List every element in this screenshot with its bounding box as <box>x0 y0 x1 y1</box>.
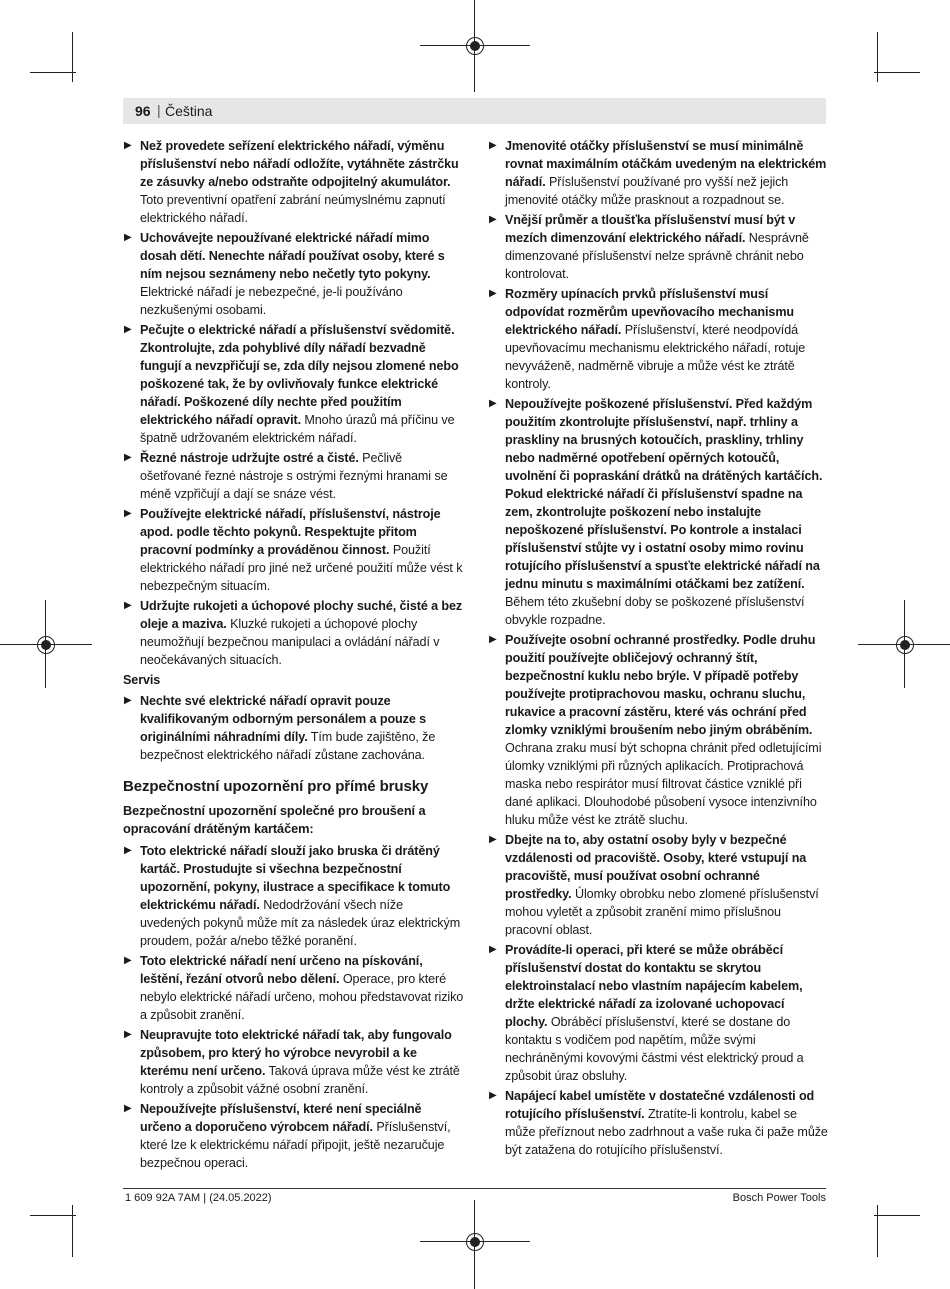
crop-mark <box>72 1205 73 1257</box>
instruction-text: Ochrana zraku musí být schopna chránit před odletujícími úlomky vzniklými při různých aplikacích. Protiprachová maska nebo respirátor musí filtrovat částice vzniklé při dané aplikaci. Dlouhodobé působení vysoce intenzivního hluku může vést ke ztrátě sluchu. <box>505 741 822 827</box>
bullet-arrow-icon: ▶ <box>124 600 132 611</box>
section-title: Bezpečnostní upozornění pro přímé brusky <box>123 778 429 795</box>
instruction-text: Příslušenství používané pro vyšší než jejich jmenovité otáčky může prasknout a rozpadnout se. <box>505 175 789 207</box>
instruction-text: Příslušenství, které lze k elektrickému nářadí připojit, ještě nezaručuje bezpečnou operaci. <box>140 1120 451 1170</box>
footer-divider <box>123 1188 826 1189</box>
registration-mark-icon <box>466 1233 484 1251</box>
registration-mark-icon <box>37 636 55 654</box>
crop-mark <box>874 72 920 73</box>
crop-mark <box>877 1205 878 1257</box>
language-label: Čeština <box>165 103 213 119</box>
crop-mark <box>877 32 878 82</box>
right-column <box>488 137 828 1161</box>
bullet-arrow-icon: ▶ <box>124 452 132 463</box>
list-item <box>123 842 465 950</box>
instruction-list <box>123 842 465 1172</box>
left-column <box>123 137 465 1174</box>
instruction-bold: Nepoužívejte poškozené příslušenství. Před každým použitím zkontrolujte příslušenství, např. trhliny a praskliny na brusných kotoučích, praskliny, trhliny nebo nadměrné opotřebení opěrných kotoučů, uvolnění či popraskání drátků na drátěných kartáčích. Pokud elektrické nářadí či příslušenství spadne na zem, zkontrolujte poškození nebo instalujte nepoškozené příslušenství. Po kontrole a instalaci příslušenství stůjte vy i ostatní osoby mimo rovinu rotujícího příslušenství a spusťte elektrické nářadí na jednu minutu s maximálními otáčkami bez zatížení. <box>505 397 823 591</box>
instruction-bold: Řezné nástroje udržujte ostré a čisté. <box>140 451 359 465</box>
instruction-bold: Používejte osobní ochranné prostředky. Podle druhu použití používejte obličejový ochranný štít, bezpečnostní kuklu nebo brýle. V případě potřeby používejte protiprachovou masku, ochranu sluchu, rukavice a pracovní zástěru, které vás ochrání před zlomky vzniklými broušením nebo jiným obráběním. <box>505 633 816 737</box>
registration-mark-icon <box>896 636 914 654</box>
subsection-title: Bezpečnostní upozornění společné pro broušení a opracování drátěným kartáčem: <box>123 803 426 836</box>
bullet-arrow-icon: ▶ <box>124 232 132 243</box>
list-item <box>488 631 828 829</box>
instruction-text: Nedodržování všech níže uvedených pokynů může mít za následek úraz elektrickým proudem, požár a/nebo těžké poranění. <box>140 898 461 948</box>
bullet-arrow-icon: ▶ <box>124 324 132 335</box>
instruction-text: Elektrické nářadí je nebezpečné, je-li používáno nezkušenými osobami. <box>140 285 403 317</box>
list-item <box>488 285 828 393</box>
instruction-text: Tím bude zajištěno, že bezpečnost elektrického nářadí zůstane zachována. <box>140 730 436 762</box>
list-item <box>488 211 828 283</box>
bullet-arrow-icon: ▶ <box>124 140 132 151</box>
instruction-list <box>488 137 828 1159</box>
instruction-bold: Toto elektrické nářadí slouží jako bruska či drátěný kartáč. Prostudujte si všechna bezpečnostní upozornění, pokyny, ilustrace a specifikace k tomuto elektrickému nářadí. <box>140 844 451 912</box>
instruction-bold: Neupravujte toto elektrické nářadí tak, aby fungovalo způsobem, pro který ho výrobce nevyrobil a ke kterému není určeno. <box>140 1028 452 1078</box>
list-item <box>123 505 465 595</box>
brand-footer: Bosch Power Tools <box>732 1192 826 1204</box>
instruction-text: Úlomky obrobku nebo zlomené příslušenství mohou vyletět a způsobit zranění mimo příslušnou pracovní oblast. <box>505 887 819 937</box>
instruction-text: Použití elektrického nářadí pro jiné než určené použití může vést k nebezpečným situacím. <box>140 543 463 593</box>
list-item <box>123 321 465 447</box>
instruction-bold: Nepoužívejte příslušenství, které není speciálně určeno a doporučeno výrobcem nářadí. <box>140 1102 422 1134</box>
instruction-list <box>123 692 465 764</box>
crop-mark <box>874 1215 920 1216</box>
list-item <box>123 952 465 1024</box>
bullet-arrow-icon: ▶ <box>124 508 132 519</box>
instruction-bold: Udržujte rukojeti a úchopové plochy suché, čisté a bez oleje a maziva. <box>140 599 463 631</box>
list-item <box>488 395 828 629</box>
instruction-text: Nesprávně dimenzované příslušenství nelze správně chránit nebo kontrolovat. <box>505 231 809 281</box>
bullet-arrow-icon: ▶ <box>489 288 497 299</box>
instruction-bold: Napájecí kabel umístěte v dostatečné vzdálenosti od rotujícího příslušenství. <box>505 1089 815 1121</box>
bullet-arrow-icon: ▶ <box>124 695 132 706</box>
list-item <box>123 597 465 669</box>
servis-heading: Servis <box>123 673 161 687</box>
page-number: 96 <box>135 103 151 119</box>
instruction-text: Taková úprava může vést ke ztrátě kontroly a způsobit vážné osobní zranění. <box>140 1064 460 1096</box>
instruction-bold: Jmenovité otáčky příslušenství se musí minimálně rovnat maximálním otáčkám uvedeným na elektrickém nářadí. <box>505 139 827 189</box>
bullet-arrow-icon: ▶ <box>489 140 497 151</box>
instruction-bold: Dbejte na to, aby ostatní osoby byly v bezpečné vzdálenosti od pracoviště. Osoby, které vstupují na pracoviště, musí používat osobní ochranné prostředky. <box>505 833 807 901</box>
list-item <box>488 941 828 1085</box>
registration-mark-icon <box>466 37 484 55</box>
bullet-arrow-icon: ▶ <box>124 1029 132 1040</box>
page-header <box>123 98 826 124</box>
list-item <box>123 229 465 319</box>
list-item <box>123 1026 465 1098</box>
bullet-arrow-icon: ▶ <box>489 634 497 645</box>
instruction-text: Kluzké rukojeti a úchopové plochy neumožňují bezpečnou manipulaci a ovládání nářadí v neočekávaných situacích. <box>140 617 440 667</box>
bullet-arrow-icon: ▶ <box>489 1090 497 1101</box>
instruction-text: Operace, pro které nebylo elektrické nářadí určeno, mohou představovat riziko a způsobit zranění. <box>140 972 464 1022</box>
instruction-bold: Nechte své elektrické nářadí opravit pouze kvalifikovaným odborným personálem a pouze s originálními náhradními díly. <box>140 694 427 744</box>
list-item <box>488 137 828 209</box>
instruction-list <box>123 137 465 669</box>
list-item <box>123 137 465 227</box>
instruction-bold: Vnější průměr a tloušťka příslušenství musí být v mezích dimenzování elektrického nářadí. <box>505 213 796 245</box>
list-item <box>123 1100 465 1172</box>
list-item <box>488 1087 828 1159</box>
crop-mark <box>30 1215 76 1216</box>
instruction-text: Obráběcí příslušenství, které se dostane do kontaktu s vodičem pod napětím, může svými nechráněnými kovovými částmi vést elektrický proud a způsobit úraz obsluhy. <box>505 1015 804 1083</box>
instruction-bold: Toto elektrické nářadí není určeno na pískování, leštění, řezání otvorů nebo dělení. <box>140 954 423 986</box>
list-item <box>488 831 828 939</box>
bullet-arrow-icon: ▶ <box>489 214 497 225</box>
list-item <box>123 449 465 503</box>
instruction-text: Během této zkušební doby se poškozené příslušenství obvykle rozpadne. <box>505 595 805 627</box>
instruction-text: Ztratíte-li kontrolu, kabel se může přeříznout nebo zadrhnout a vaše ruka či paže může být zatažena do rotujícího příslušenství. <box>505 1107 828 1157</box>
bullet-arrow-icon: ▶ <box>124 845 132 856</box>
instruction-text: Příslušenství, které neodpovídá upevňovacímu mechanismu elektrického nářadí, rotuje nevyváženě, nadměrně vibruje a může vést ke ztrátě kontroly. <box>505 323 806 391</box>
instruction-bold: Než provedete seřízení elektrického nářadí, výměnu příslušenství nebo nářadí odložíte, vytáhněte zástrčku ze zásuvky a/nebo odstraňte odpojitelný akumulátor. <box>140 139 459 189</box>
bullet-arrow-icon: ▶ <box>489 398 497 409</box>
bullet-arrow-icon: ▶ <box>124 1103 132 1114</box>
instruction-text: Mnoho úrazů má příčinu ve špatně udržovaném elektrickém nářadí. <box>140 413 455 445</box>
document-code: 1 609 92A 7AM | (24.05.2022) <box>125 1192 272 1204</box>
bullet-arrow-icon: ▶ <box>489 944 497 955</box>
instruction-bold: Uchovávejte nepoužívané elektrické nářadí mimo dosah dětí. Nenechte nářadí používat osoby, které s ním nejsou seznámeny nebo nečetly tyto pokyny. <box>140 231 445 281</box>
instruction-text: Toto preventivní opatření zabrání neúmyslnému zapnutí elektrického nářadí. <box>140 193 446 225</box>
bullet-arrow-icon: ▶ <box>124 955 132 966</box>
bullet-arrow-icon: ▶ <box>489 834 497 845</box>
instruction-bold: Pečujte o elektrické nářadí a příslušenství svědomitě. Zkontrolujte, zda pohyblivé díly nářadí bezvadně fungují a nevzpřičují se, zda díly nejsou zlomené nebo poškozené tak, že by ovlivňovaly funkce elektrické nářadí. Poškozené díly nechte před použitím elektrického nářadí opravit. <box>140 323 459 427</box>
instruction-text: Pečlivě ošetřované řezné nástroje s ostrými řeznými hranami se méně vzpřičují a dají se snáze vést. <box>140 451 448 501</box>
header-separator: | <box>157 102 161 118</box>
list-item <box>123 692 465 764</box>
instruction-bold: Používejte elektrické nářadí, příslušenství, nástroje apod. podle těchto pokynů. Respektujte přitom pracovní podmínky a prováděnou činnost. <box>140 507 441 557</box>
crop-mark <box>30 72 76 73</box>
instruction-bold: Provádíte-li operaci, při které se může obráběcí příslušenství dostat do kontaktu se skrytou elektroinstalací nebo vlastním napájecím kabelem, držte elektrické nářadí za izolované uchopovací plochy. <box>505 943 803 1029</box>
instruction-bold: Rozměry upínacích prvků příslušenství musí odpovídat rozměrům upevňovacího mechanismu elektrického nářadí. <box>505 287 795 337</box>
crop-mark <box>72 32 73 82</box>
